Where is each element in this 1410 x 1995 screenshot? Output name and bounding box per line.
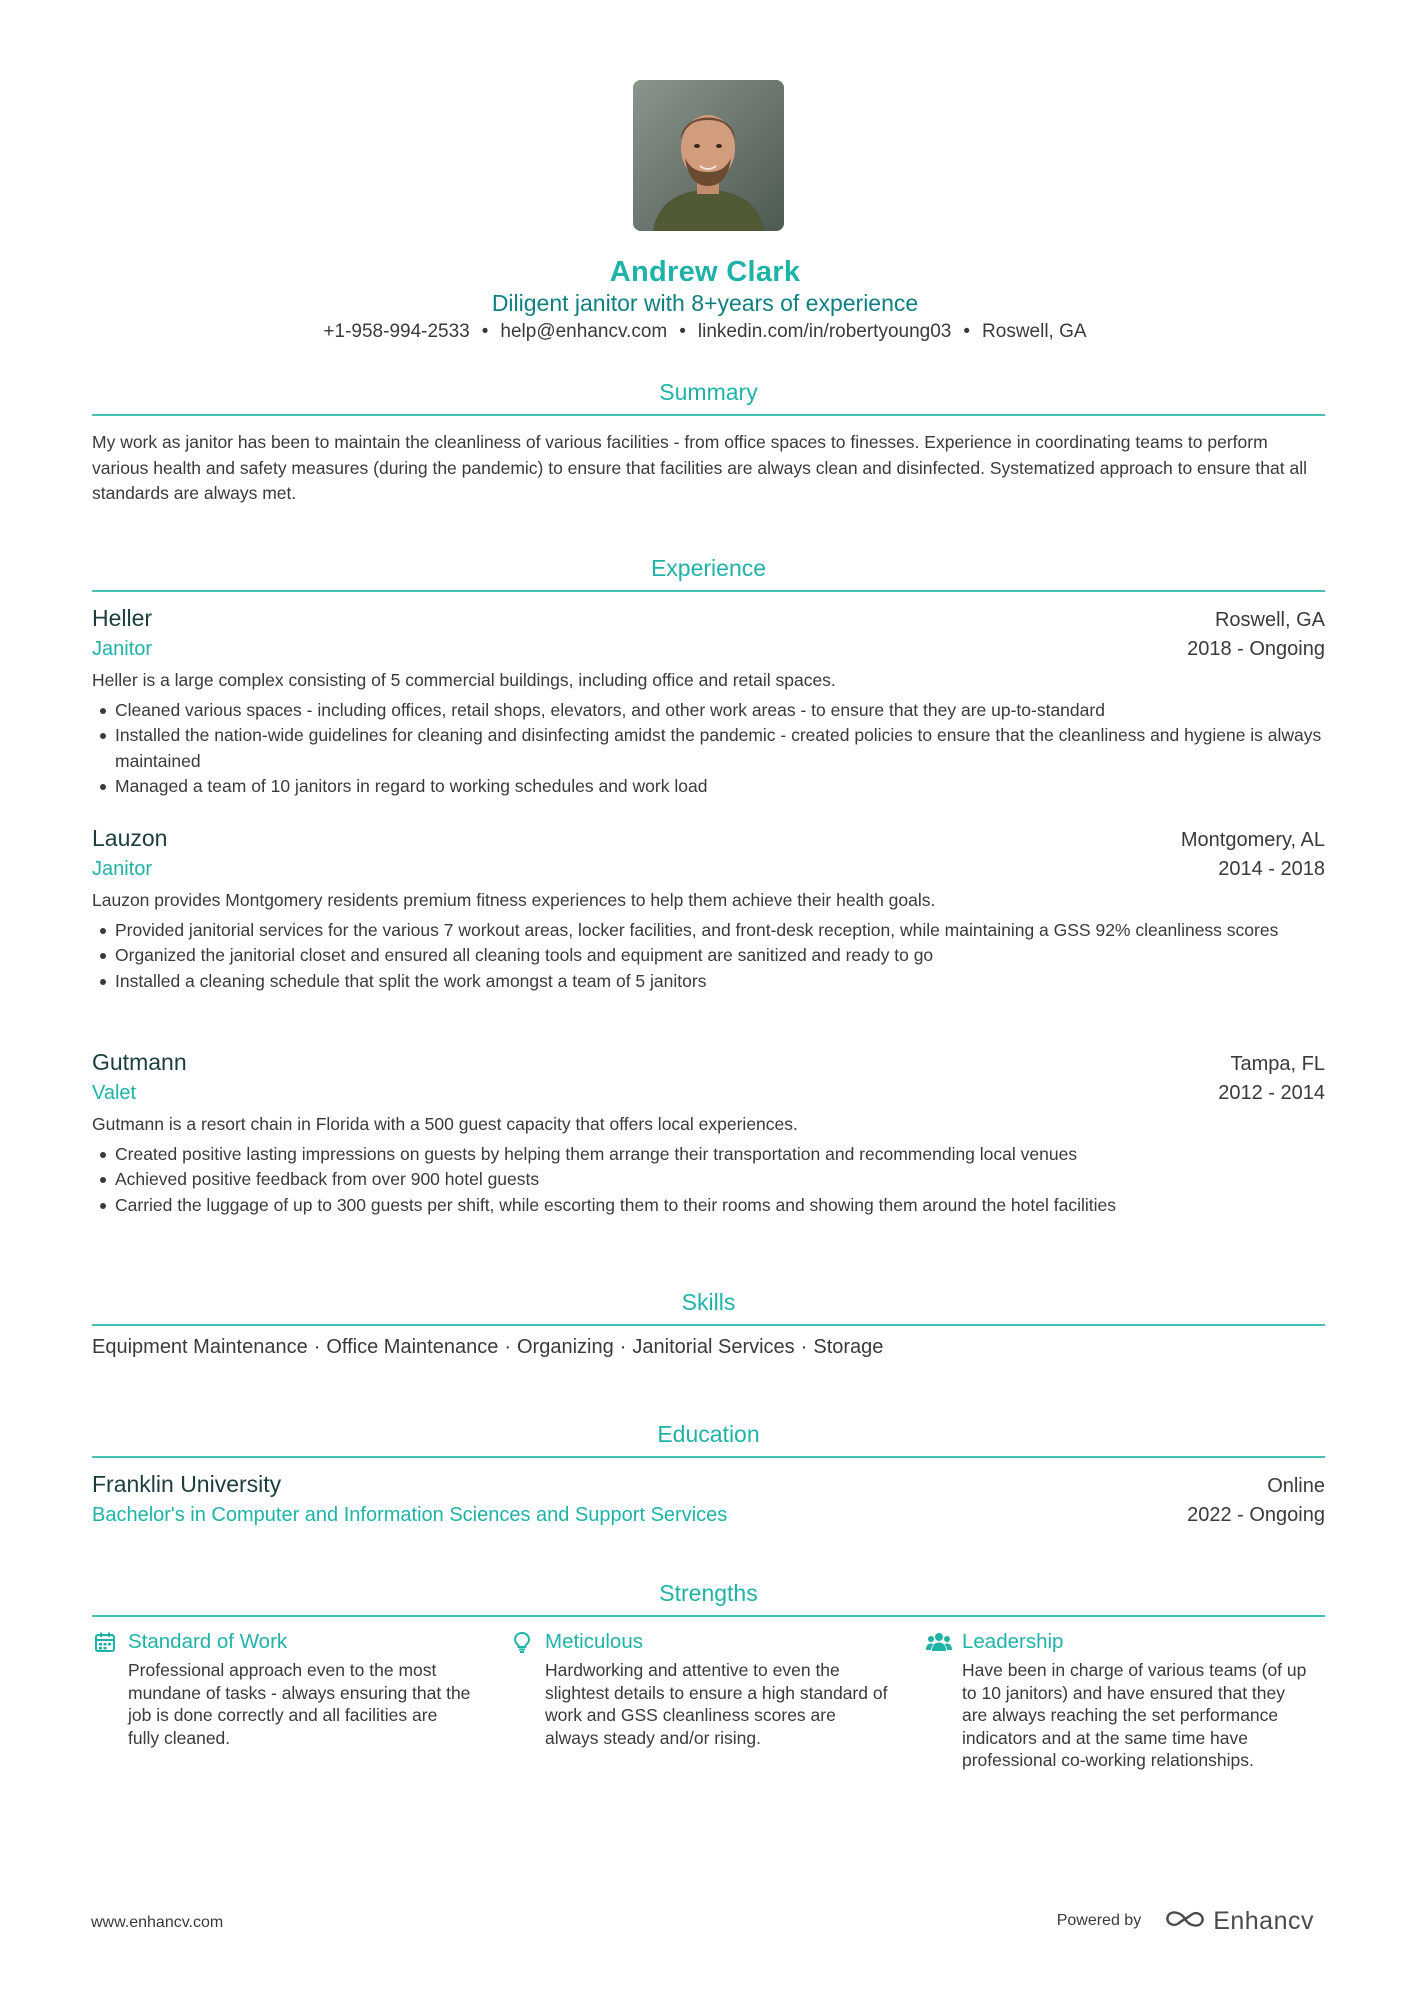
job-company: Heller: [92, 605, 153, 631]
job-location: Tampa, FL: [1230, 1053, 1325, 1075]
skills-list: [92, 1336, 1325, 1359]
job-dates: 2018 - Ongoing: [1187, 638, 1325, 660]
summary-heading: Summary: [659, 379, 758, 405]
job-bullet: Carried the luggage of up to 300 guests per shift, while escorting them to their rooms and showing them around the hotel facilities: [92, 1193, 1325, 1219]
job-description: Heller is a large complex consisting of 5 commercial buildings, including office and retail spaces.: [92, 670, 836, 690]
strength-description: Professional approach even to the most mundane of tasks - always ensuring that the job is done correctly and all facilities are fully cleaned.: [128, 1660, 471, 1748]
candidate-headline: Diligent janitor with 8+years of experience: [491, 290, 919, 316]
strengths-list: [92, 1627, 1325, 1772]
summary-divider: [92, 414, 1325, 416]
strengths-divider: [92, 1615, 1325, 1617]
job-location: Montgomery, AL: [1180, 829, 1325, 851]
strength-description: Hardworking and attentive to even the slightest details to ensure a high standard of work and GSS cleanliness scores are always steady and/or rising.: [545, 1660, 888, 1748]
education-entry: [92, 1468, 1325, 1531]
email-link[interactable]: help@enhancv.com: [500, 321, 668, 342]
footer-website-link[interactable]: www.enhancv.com: [91, 1914, 224, 1931]
experience-divider: [92, 590, 1325, 592]
job-role: Janitor: [92, 858, 153, 880]
education-school: Franklin University: [92, 1471, 282, 1497]
experience-heading: Experience: [650, 555, 767, 581]
skill-separator: ·: [313, 1336, 321, 1358]
education-location: Online: [1267, 1475, 1325, 1497]
powered-by-label: Powered by: [1056, 1912, 1142, 1929]
education-divider: [92, 1456, 1325, 1458]
contact-info: [0, 321, 1410, 343]
job-dates: 2012 - 2014: [1218, 1082, 1325, 1104]
education-degree: Bachelor's in Computer and Information Sciences and Support Services: [92, 1504, 728, 1526]
strength-title: Leadership: [962, 1630, 1064, 1653]
skill-item: Office Maintenance: [326, 1336, 499, 1358]
job-entry: [92, 1046, 1325, 1218]
profile-photo-image: [633, 80, 784, 231]
job-description: Gutmann is a resort chain in Florida with a 500 guest capacity that offers local experiences.: [92, 1114, 798, 1134]
strength-title: Standard of Work: [128, 1630, 288, 1653]
location-text: Roswell, GA: [982, 321, 1087, 342]
enhancv-logo-icon: [1165, 1908, 1205, 1935]
education-dates: 2022 - Ongoing: [1187, 1504, 1325, 1526]
lightbulb-icon: [509, 1629, 535, 1655]
strength-description: Have been in charge of various teams (of up to 10 janitors) and have ensured that they are always reaching the set performance indicators and at the same time have professional co-working relationships.: [962, 1660, 1307, 1770]
strength-item: [509, 1627, 908, 1772]
job-company: Lauzon: [92, 825, 168, 851]
education-heading: Education: [657, 1421, 760, 1447]
linkedin-link[interactable]: linkedin.com/in/robertyoung03: [697, 321, 952, 342]
job-bullets: [92, 918, 1325, 995]
skills-divider: [92, 1324, 1325, 1326]
job-bullet: Provided janitorial services for the various 7 workout areas, locker facilities, and front-desk reception, while maintaining a GSS 92% cleanliness scores: [92, 918, 1325, 944]
job-bullets: [92, 1142, 1325, 1219]
job-bullet: Cleaned various spaces - including offices, retail shops, elevators, and other work areas - to ensure that they are up-to-standard: [92, 698, 1325, 724]
job-company: Gutmann: [92, 1049, 187, 1075]
job-role: Janitor: [92, 638, 153, 660]
job-bullet: Installed a cleaning schedule that split the work amongst a team of 5 janitors: [92, 969, 1325, 995]
strength-item: [926, 1627, 1325, 1772]
skills-heading: Skills: [681, 1289, 736, 1315]
skill-separator: ·: [800, 1336, 808, 1358]
job-bullet: Organized the janitorial closet and ensured all cleaning tools and equipment are sanitized and ready to go: [92, 943, 1325, 969]
skill-item: Storage: [813, 1336, 884, 1358]
job-dates: 2014 - 2018: [1218, 858, 1325, 880]
job-bullet: Created positive lasting impressions on guests by helping them arrange their transportation and recommending local venues: [92, 1142, 1325, 1168]
summary-text: My work as janitor has been to maintain the cleanliness of various facilities - from office spaces to finesses. Experience in coordinating teams to perform various health and safety measures (during the pandemic) to ensure that facilities are always clean and disinfected. Systematized approach to ensure that all standards are always met.: [92, 432, 1307, 503]
job-bullet: Installed the nation-wide guidelines for cleaning and disinfecting amidst the pandemic - created policies to ensure that the cleanliness and hygiene is always maintained: [92, 723, 1325, 774]
users-icon: [926, 1629, 952, 1655]
job-entry: [92, 602, 1325, 800]
candidate-name: Andrew Clark: [609, 256, 801, 288]
contact-separator: •: [481, 321, 489, 342]
skill-separator: ·: [504, 1336, 511, 1358]
job-location: Roswell, GA: [1214, 609, 1325, 631]
skill-item: Equipment Maintenance: [92, 1336, 308, 1358]
contact-separator: •: [963, 321, 971, 342]
skill-separator: ·: [619, 1336, 627, 1358]
footer-branding: [1057, 1904, 1314, 1938]
skill-item: Organizing: [517, 1336, 614, 1358]
job-bullet: Achieved positive feedback from over 900 hotel guests: [92, 1167, 1325, 1193]
contact-separator: •: [679, 321, 686, 342]
strength-item: [92, 1627, 491, 1772]
profile-photo: [633, 80, 784, 231]
job-entry: [92, 822, 1325, 994]
enhancv-wordmark: Enhancv: [1213, 1906, 1314, 1935]
calendar-icon: [92, 1629, 118, 1655]
strength-title: Meticulous: [545, 1630, 643, 1653]
job-bullets: [92, 698, 1325, 800]
skill-item: Janitorial Services: [632, 1336, 795, 1358]
phone-number[interactable]: +1-958-994-2533: [323, 321, 470, 342]
job-role: Valet: [92, 1082, 137, 1104]
strengths-heading: Strengths: [659, 1580, 758, 1606]
job-bullet: Managed a team of 10 janitors in regard to working schedules and work load: [92, 774, 1325, 800]
job-description: Lauzon provides Montgomery residents premium fitness experiences to help them achieve their health goals.: [92, 890, 936, 910]
